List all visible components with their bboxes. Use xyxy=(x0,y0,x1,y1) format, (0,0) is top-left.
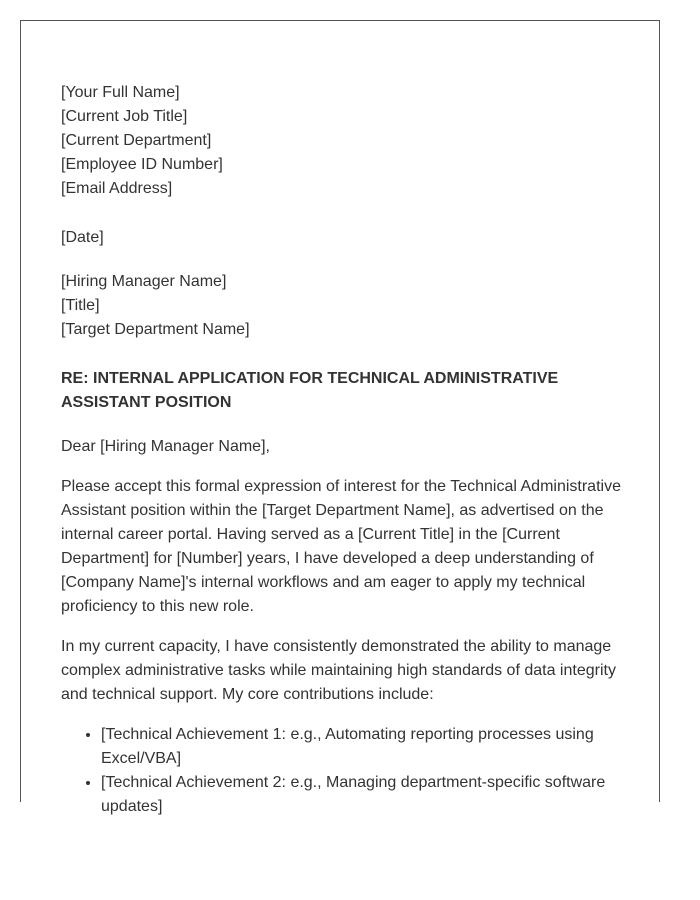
sender-block xyxy=(61,81,626,201)
achievement-item: • [Technical Achievement 1: e.g., Automating reporting processes using Excel/VBA] xyxy=(101,723,626,771)
sender-email: [Email Address] xyxy=(61,180,173,197)
letter-date: [Date] xyxy=(61,229,104,246)
paragraph-capacity: In my current capacity, I have consistently demonstrated the ability to manage complex administrative tasks while maintaining high standards of data integrity and technical support. My core contributions include: xyxy=(61,638,616,703)
paragraph-intro: Please accept this formal expression of interest for the Technical Administrative Assistant position within the [Target Department Name], as advertised on the internal career portal. Having served as a [Current Title] in the [Current Department] for [Number] years, I have developed a deep understanding of [Company Name]'s internal workflows and am eager to apply my technical proficiency to this new role. xyxy=(61,478,621,615)
recipient-name: [Hiring Manager Name] xyxy=(61,273,227,290)
achievements-list xyxy=(61,723,626,819)
achievement-item: • [Technical Achievement 2: e.g., Managing department-specific software updates] xyxy=(101,771,626,819)
sender-name: [Your Full Name] xyxy=(61,84,180,101)
recipient-block xyxy=(61,270,626,342)
letter-page xyxy=(20,20,660,815)
letter-body xyxy=(61,81,626,819)
salutation: Dear [Hiring Manager Name], xyxy=(61,438,270,455)
sender-job-title: [Current Job Title] xyxy=(61,108,188,125)
recipient-title: [Title] xyxy=(61,297,100,314)
sender-department: [Current Department] xyxy=(61,132,212,149)
subject-line: RE: INTERNAL APPLICATION FOR TECHNICAL ADMINISTRATIVE ASSISTANT POSITION xyxy=(61,370,559,411)
recipient-department: [Target Department Name] xyxy=(61,321,250,338)
sender-employee-id: [Employee ID Number] xyxy=(61,156,223,173)
